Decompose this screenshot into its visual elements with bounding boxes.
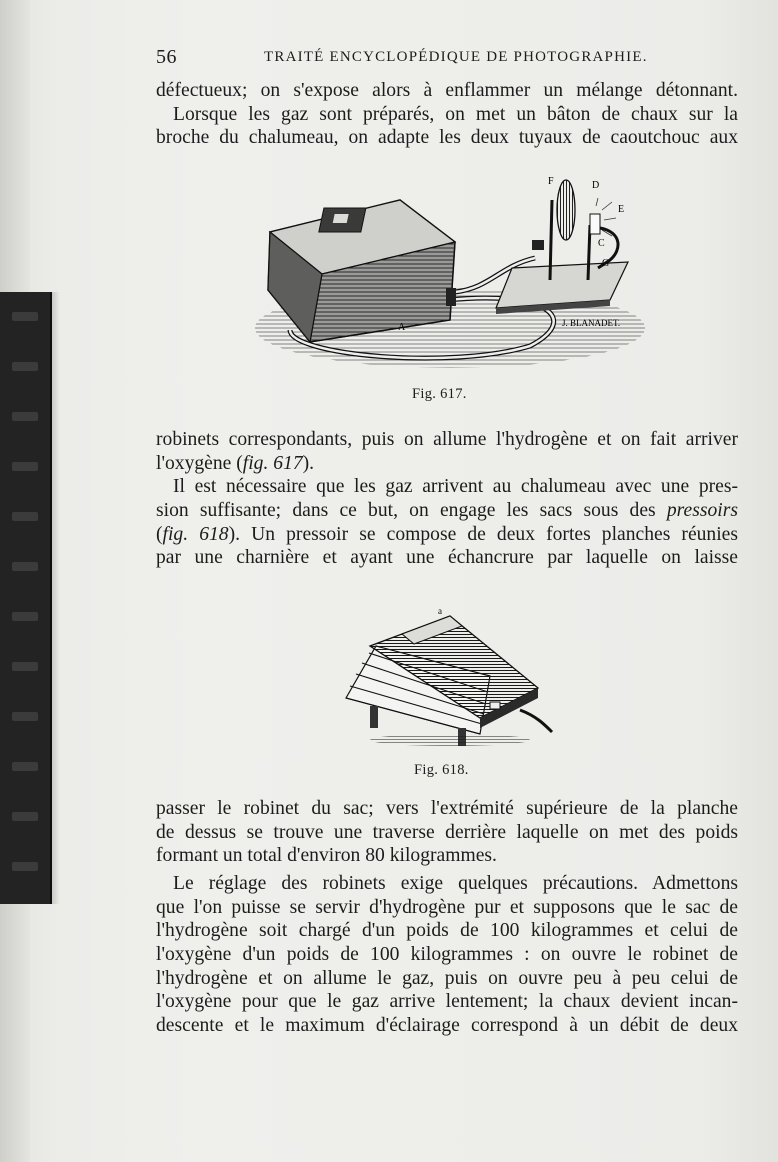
text-line: défectueux; on s'expose alors à enflammer un mélange détonnant.	[156, 80, 738, 101]
ruler-mark	[12, 412, 38, 421]
ruler-mark	[12, 812, 38, 821]
figure-617-caption: Fig. 617.	[412, 386, 467, 402]
reflector	[557, 180, 575, 240]
ruler-mark	[12, 762, 38, 771]
engraver-signature: J. BLANADET.	[562, 318, 621, 328]
lamp-stand	[550, 200, 552, 280]
text-line: par une charnière et ayant une échancrure par laquelle on laisse	[156, 547, 738, 569]
paragraph-intro	[156, 79, 738, 150]
ruler-mark	[12, 462, 38, 471]
press-shadow	[370, 734, 530, 746]
page-number: 56	[156, 46, 177, 68]
text-line: broche du chalumeau, on adapte les deux tuyaux de caoutchouc aux	[156, 127, 738, 149]
paragraph-reglage	[156, 872, 738, 1038]
label-a-618: a	[438, 606, 442, 616]
ruler-mark	[12, 512, 38, 521]
label-e: E	[618, 204, 625, 215]
text-line: sion suffisante; dans ce but, on engage les sacs sous des pressoirs	[156, 500, 738, 522]
ruler-shadow	[50, 292, 60, 904]
measuring-ruler	[0, 292, 52, 904]
label-g: G	[602, 258, 610, 269]
text-line: l'oxygène (fig. 617).	[156, 452, 315, 474]
paragraph-robinets	[156, 428, 738, 570]
figure-617-illustration	[250, 170, 650, 378]
running-title: TRAITÉ ENCYCLOPÉDIQUE DE PHOTOGRAPHIE.	[264, 49, 648, 65]
text-line: passer le robinet du sac; vers l'extrémité supérieure de la planche	[156, 798, 738, 819]
label-c: C	[598, 238, 605, 249]
text-line: l'hydrogène et on allume le gaz, puis on ouvre peu à peu celui de	[156, 967, 738, 989]
ruler-mark	[12, 662, 38, 671]
text-line: de dessus se trouve une traverse derrière laquelle on met des poids	[156, 821, 738, 843]
text-line: Il est nécessaire que les gaz arrivent au chalumeau avec une pres-	[173, 476, 738, 498]
press-hose	[520, 710, 552, 732]
paragraph-passer	[156, 797, 738, 868]
text-line: robinets correspondants, puis on allume l'hydrogène et on fait arriver	[156, 429, 738, 450]
lime-stick	[590, 214, 600, 234]
tap-upper	[532, 240, 544, 250]
text-line: que l'on puisse se servir d'hydrogène pur et supposons que le sac de	[156, 896, 738, 918]
press-tap	[490, 702, 500, 709]
text-line: l'oxygène d'un poids de 100 kilogrammes : on ouvre le robinet de	[156, 944, 738, 966]
text-line: Lorsque les gaz sont préparés, on met un bâton de chaux sur la	[173, 103, 738, 125]
tap-bag	[446, 288, 456, 306]
ruler-mark	[12, 712, 38, 721]
figure-618-caption: Fig. 618.	[414, 762, 469, 778]
ruler-mark	[12, 362, 38, 371]
text-line: formant un total d'environ 80 kilogrammes.	[156, 845, 497, 867]
press-leg	[370, 706, 378, 728]
text-line: l'hydrogène soit chargé d'un poids de 100 kilogrammes et celui de	[156, 920, 738, 942]
figure-618-illustration	[340, 606, 560, 752]
text-line: (fig. 618). Un pressoir se compose de deux fortes planches réunies	[156, 523, 738, 545]
text-line: l'oxygène pour que le gaz arrive lentement; la chaux devient incan-	[156, 991, 738, 1013]
text-line: descente et le maximum d'éclairage correspond à un débit de deux	[156, 1015, 738, 1037]
text-line: Le réglage des robinets exige quelques précautions. Admettons	[173, 873, 738, 894]
page-header	[156, 46, 738, 72]
ruler-mark	[12, 612, 38, 621]
label-d: D	[592, 180, 600, 191]
ruler-mark	[12, 862, 38, 871]
label-a: A	[398, 322, 406, 333]
label-f: F	[548, 176, 554, 187]
bag-weight-plate	[333, 214, 349, 223]
ruler-mark	[12, 562, 38, 571]
ruler-mark	[12, 312, 38, 321]
